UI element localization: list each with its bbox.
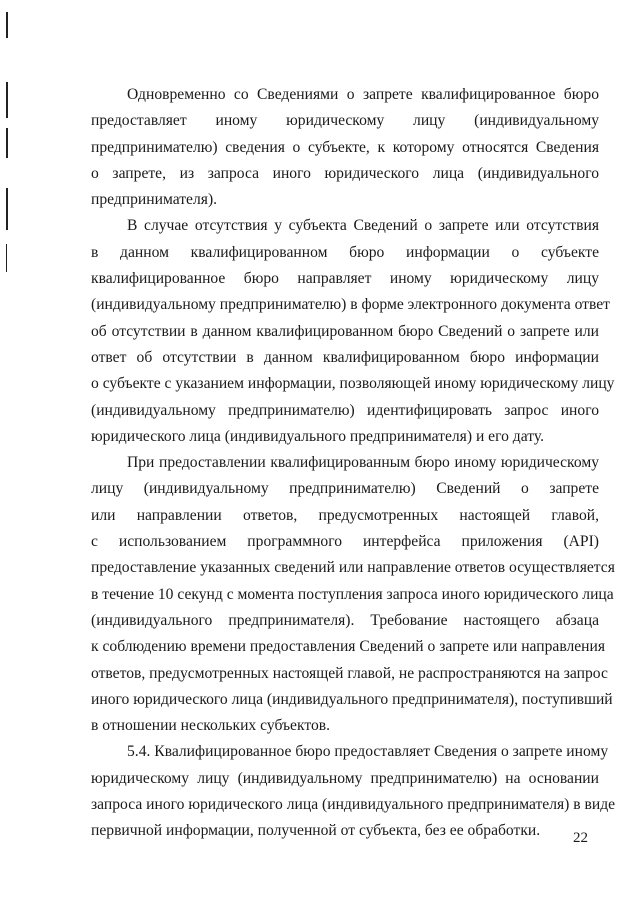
- text-line: предоставление указанных сведений или направление ответов осуществляется: [91, 559, 615, 577]
- text-line: лицу (индивидуальному предпринимателю) Сведений о запрете: [91, 480, 599, 498]
- scan-edge-mark: [6, 12, 8, 38]
- text-line: об отсутствии в данном квалифицированном бюро Сведений о запрете или: [91, 322, 599, 340]
- paragraph: [91, 450, 615, 739]
- document-body: [91, 82, 616, 845]
- text-line: о запрете, из запроса иного юридического лица (индивидуального: [91, 164, 599, 182]
- text-line: При предоставлении квалифицированным бюро иному юридическому: [127, 454, 599, 472]
- paragraph: [91, 213, 615, 450]
- text-line: в течение 10 секунд с момента поступления запроса иного юридического лица: [91, 585, 614, 603]
- text-line: ответ об отсутствии в данном квалифицированном бюро информации: [91, 348, 599, 366]
- text-line: (индивидуальному предпринимателю) в форме электронного документа ответ: [91, 296, 610, 314]
- scan-edge-mark: [6, 188, 8, 230]
- text-line: ответов, предусмотренных настоящей главой, не распространяются на запрос: [91, 664, 608, 682]
- text-line: иного юридического лица (индивидуального предпринимателя), поступивший: [91, 690, 613, 708]
- text-line: (индивидуальному предпринимателю) идентифицировать запрос иного: [91, 401, 599, 419]
- text-line: (индивидуального предпринимателя). Требование настоящего абзаца: [91, 611, 599, 629]
- scan-edge-mark: [6, 244, 7, 272]
- paragraph: [91, 739, 616, 844]
- scan-edge-mark: [6, 128, 8, 158]
- text-line: к соблюдению времени предоставления Сведений о запрете или направления: [91, 638, 606, 656]
- text-line: в отношении нескольких субъектов.: [91, 717, 331, 735]
- scan-edge-mark: [6, 82, 8, 118]
- text-line: юридическому лицу (индивидуальному предпринимателю) на основании: [91, 769, 599, 787]
- text-line: юридического лица (индивидуального предпринимателя) и его дату.: [91, 427, 545, 445]
- text-line: Одновременно со Сведениями о запрете квалифицированное бюро: [127, 86, 599, 103]
- text-line: квалифицированное бюро направляет иному юридическому лицу: [91, 270, 599, 288]
- text-line: предпринимателя).: [91, 191, 218, 209]
- text-line: в данном квалифицированном бюро информации о субъекте: [91, 243, 599, 261]
- text-line: предоставляет иному юридическому лицу (индивидуальному: [91, 112, 599, 130]
- paragraph: [91, 82, 599, 213]
- text-line: о субъекте с указанием информации, позволяющей иному юридическому лицу: [91, 375, 615, 393]
- page-number: 22: [573, 830, 588, 846]
- text-line: с использованием программного интерфейса приложения (API): [91, 533, 599, 551]
- text-line: или направлении ответов, предусмотренных настоящей главой,: [91, 506, 599, 524]
- text-line: запроса иного юридического лица (индивидуального предпринимателя) в виде: [91, 796, 616, 814]
- text-line: 5.4. Квалифицированное бюро предоставляет Сведения о запрете иному: [127, 743, 609, 761]
- text-line: первичной информации, полученной от субъекта, без ее обработки.: [91, 822, 541, 840]
- text-line: В случае отсутствия у субъекта Сведений о запрете или отсутствия: [127, 217, 599, 235]
- text-line: предпринимателю) сведения о субъекте, к которому относятся Сведения: [91, 138, 599, 156]
